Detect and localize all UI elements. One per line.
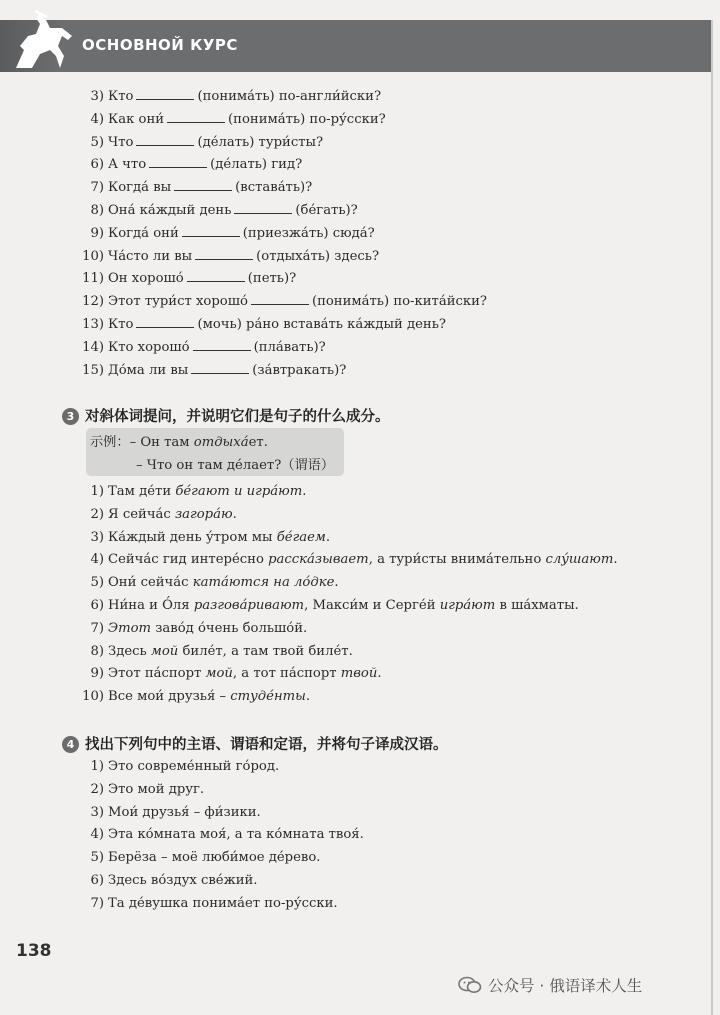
exercise-2-item: [78, 269, 296, 289]
item-text: Ни́на и О́ля: [108, 598, 194, 613]
italic-word: Этот: [108, 620, 152, 636]
item-text: .: [613, 552, 618, 568]
item-number: 6): [90, 598, 104, 613]
item-number: 1): [90, 759, 104, 774]
item-number: 6): [90, 157, 104, 173]
item-text-after: (отдыха́ть) здесь?: [256, 248, 380, 264]
answer-blank: [191, 361, 249, 374]
item-number: 11): [82, 271, 104, 287]
item-text-after: (пла́вать)?: [253, 339, 326, 355]
exercise-3-item: [78, 528, 330, 548]
item-text: Это мой друг.: [108, 781, 205, 797]
item-text-before: А что: [108, 157, 147, 173]
exercise-2-item: [78, 87, 381, 107]
item-text-before: Как они́: [108, 111, 165, 127]
item-number: 8): [90, 203, 104, 218]
item-text-after: (понима́ть) по-ру́сски?: [228, 111, 386, 127]
exercise-2-item: [78, 201, 358, 221]
item-number: 2): [90, 506, 104, 522]
item-text: Все мои́ друзья́ –: [108, 689, 231, 705]
exercise-4-item: [78, 848, 320, 868]
answer-blank: [136, 133, 194, 146]
item-text: .: [325, 529, 331, 545]
item-number: 2): [90, 781, 104, 797]
item-number: 4): [90, 827, 104, 843]
item-text: .: [377, 666, 382, 682]
italic-word: мой: [150, 643, 179, 659]
answer-blank: [167, 110, 225, 123]
exercise-2-item: [78, 292, 487, 312]
exercise-3-item: [78, 505, 237, 525]
horse-rider-logo-icon: [6, 6, 78, 72]
item-text: .: [302, 484, 307, 499]
item-text: Та де́вушка понима́ет по-ру́сски.: [108, 895, 338, 911]
item-number: 12): [82, 294, 104, 310]
item-text-before: Ча́сто ли вы: [108, 248, 193, 264]
exercise-2-item: [78, 155, 302, 175]
page-number: 138: [16, 941, 52, 961]
italic-word: разгова́ривают: [193, 598, 305, 613]
exercise-2-item: [78, 315, 446, 335]
exercise-2-item: [78, 224, 375, 244]
item-text: Это совреме́нный го́род.: [108, 759, 280, 774]
item-text-before: Кто: [108, 89, 134, 104]
item-text: Они́ сейча́с: [108, 575, 193, 591]
italic-word: бе́гают и игра́ют: [175, 484, 303, 499]
item-text: .: [334, 575, 339, 591]
item-text-after: (бе́гать)?: [295, 203, 358, 218]
exercise-2-item: [78, 361, 346, 381]
item-number: 5): [90, 575, 104, 591]
item-text: Эта ко́мната моя́, а та ко́мната твоя́.: [108, 827, 364, 843]
item-text: Здесь во́здух све́жий.: [108, 873, 258, 888]
item-text-before: Когда́ они́: [108, 225, 179, 241]
answer-blank: [251, 292, 309, 305]
item-text-after: (понима́ть) по-англи́йски?: [197, 89, 382, 104]
item-number: 7): [90, 620, 104, 636]
wechat-icon: [458, 976, 482, 994]
exercise-2-item: [78, 338, 326, 358]
item-text: биле́т, а там твой биле́т.: [178, 643, 353, 659]
exercise-4-item: [78, 871, 257, 891]
answer-blank: [149, 155, 207, 168]
item-text: заво́д о́чень большо́й.: [151, 620, 308, 636]
italic-word: расска́зывает: [268, 552, 369, 568]
item-number: 9): [90, 666, 104, 682]
item-number: 10): [82, 248, 104, 264]
item-text-before: Он хорошо́: [108, 271, 184, 287]
answer-blank: [136, 87, 194, 100]
italic-word: ката́ются на ло́дке: [192, 575, 335, 591]
exercise-3-item: [78, 596, 579, 616]
item-number: 3): [90, 89, 104, 104]
item-number: 15): [82, 362, 104, 378]
item-number: 3): [90, 529, 104, 545]
italic-word: студе́нты: [230, 689, 306, 705]
item-number: 5): [90, 850, 104, 866]
italic-word: загора́ю: [174, 506, 233, 522]
item-number: 1): [90, 484, 104, 499]
exercise-3-item: [78, 687, 310, 707]
item-text-after: (за́втракать)?: [252, 362, 347, 378]
item-text-after: (встава́ть)?: [235, 180, 313, 196]
item-text-before: До́ма ли вы: [108, 362, 189, 378]
exercise-3-item: [78, 550, 618, 570]
item-text: .: [305, 689, 311, 705]
item-text-before: Она́ ка́ждый день: [108, 203, 232, 218]
item-number: 10): [82, 689, 104, 705]
answer-blank: [182, 224, 240, 237]
page-header: [0, 0, 720, 72]
exercise-2-item: [78, 133, 323, 153]
item-number: 13): [82, 317, 104, 332]
answer-blank: [174, 178, 232, 191]
example-label: 示例：: [90, 435, 130, 450]
item-text-before: Когда́ вы: [108, 180, 172, 196]
item-text-before: Кто хорошо́: [108, 339, 190, 355]
item-text: Берёза – моё люби́мое де́рево.: [108, 850, 321, 866]
italic-word: бе́гаем: [276, 529, 326, 545]
item-text: Там де́ти: [108, 484, 176, 499]
answer-blank: [187, 269, 245, 282]
exercise-3-heading: [62, 405, 390, 426]
item-text-after: (петь)?: [247, 271, 297, 287]
italic-word: игра́ют: [439, 598, 496, 613]
item-text-after: (понима́ть) по-кита́йски?: [311, 294, 487, 310]
italic-word: слу́шают: [545, 552, 614, 568]
item-text: , а тури́сты внима́тельно: [368, 552, 546, 568]
item-number: 5): [90, 134, 104, 150]
item-text-before: Кто: [108, 317, 134, 332]
exercise-3-item: [78, 619, 307, 639]
item-text: Этот па́спорт: [108, 666, 206, 682]
exercise-3-item: [78, 664, 382, 684]
exercise-4-item: [78, 780, 204, 800]
exercise-2-item: [78, 178, 312, 198]
item-text: Сейча́с гид интере́сно: [108, 552, 269, 568]
item-text: Ка́ждый день у́тром мы: [108, 529, 277, 545]
exercise-3-item: [78, 482, 306, 502]
item-number: 7): [90, 895, 104, 911]
item-text: , а тот па́спорт: [232, 666, 341, 682]
item-text: в ша́хматы.: [495, 598, 579, 613]
item-number: 4): [90, 552, 104, 568]
footer-text: 公众号 · 俄语译术人生: [488, 977, 643, 995]
item-text: .: [232, 506, 237, 522]
header-title: ОСНОВНОЙ КУРС: [82, 36, 238, 54]
item-number: 14): [82, 339, 104, 355]
exercise-3-instruction: 对斜体词提问，并说明它们是句子的什么成分。: [85, 409, 390, 425]
item-text: , Макси́м и Серге́й: [304, 598, 440, 613]
exercise-4-item: [78, 803, 261, 823]
item-text-after: (приезжа́ть) сюда́?: [242, 225, 375, 241]
item-text-after: (мочь) ра́но встава́ть ка́ждый день?: [197, 317, 446, 332]
item-number: 7): [90, 180, 104, 196]
exercise-number-badge: 3: [62, 408, 79, 425]
exercise-4-item: [78, 757, 279, 777]
answer-blank: [136, 315, 194, 328]
item-text: Я сейча́с: [108, 506, 175, 522]
answer-blank: [195, 247, 253, 260]
wechat-footer: [458, 974, 642, 996]
answer-blank: [234, 201, 292, 214]
answer-blank: [193, 338, 251, 351]
exercise-3-item: [78, 642, 353, 662]
exercise-4-instruction: 找出下列句中的主语、谓语和定语，并将句子译成汉语。: [85, 737, 448, 753]
item-number: 6): [90, 873, 104, 888]
item-text-after: (де́лать) тури́сты?: [197, 134, 324, 150]
item-text-after: (де́лать) гид?: [210, 157, 303, 173]
exercise-4-item: [78, 825, 364, 845]
example-line-2: – Что он там де́лает?（谓语）: [136, 458, 335, 473]
exercise-2-item: [78, 110, 386, 130]
item-text: Здесь: [108, 643, 151, 659]
example-line-1: 示例：– Он там отдыха́ет.: [90, 435, 268, 450]
italic-word: твой: [340, 666, 378, 682]
item-number: 3): [90, 804, 104, 820]
italic-word: мой: [205, 666, 233, 682]
item-number: 4): [90, 111, 104, 127]
exercise-4-item: [78, 894, 338, 914]
exercise-number-badge: 4: [62, 736, 79, 753]
item-text-before: Что: [108, 134, 134, 150]
exercise-3-item: [78, 573, 339, 593]
exercise-2-item: [78, 247, 379, 267]
item-number: 9): [90, 225, 104, 241]
item-text-before: Этот тури́ст хорошо́: [108, 294, 248, 310]
exercise-4-heading: [62, 733, 448, 754]
item-number: 8): [90, 643, 104, 659]
item-text: Мои́ друзья́ – фи́зики.: [108, 804, 261, 820]
page-edge-rule: [711, 20, 713, 1015]
